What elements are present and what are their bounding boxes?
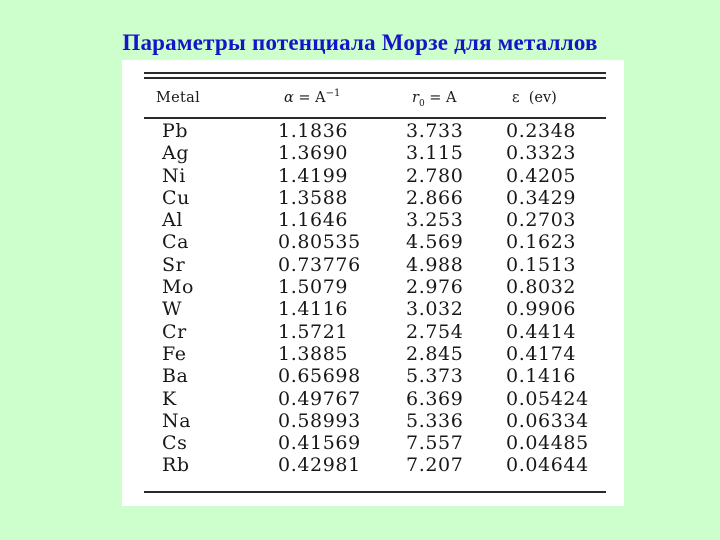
cell-metal: W (162, 298, 183, 321)
cell-alpha: 1.5721 (278, 320, 349, 343)
cell-metal: Cr (162, 320, 187, 343)
cell-r0: 2.845 (406, 342, 464, 365)
cell-alpha: 1.5079 (278, 276, 349, 299)
cell-epsilon: 0.9906 (506, 298, 577, 321)
cell-r0: 2.754 (406, 320, 464, 343)
table-row (122, 120, 624, 142)
cell-alpha: 0.73776 (278, 253, 361, 276)
cell-metal: K (162, 387, 177, 410)
cell-metal: Cu (162, 186, 190, 209)
cell-metal: Na (162, 409, 192, 432)
cell-alpha: 0.42981 (278, 454, 361, 477)
table-row (122, 231, 624, 253)
cell-alpha: 0.58993 (278, 409, 361, 432)
table-row (122, 165, 624, 187)
cell-epsilon: 0.06334 (506, 409, 589, 432)
cell-epsilon: 0.05424 (506, 387, 589, 410)
cell-alpha: 0.65698 (278, 365, 361, 388)
cell-epsilon: 0.1416 (506, 365, 577, 388)
cell-r0: 3.733 (406, 120, 464, 142)
top-rule-double (144, 77, 606, 79)
cell-epsilon: 0.4205 (506, 164, 577, 187)
cell-epsilon: 0.3323 (506, 142, 577, 165)
cell-alpha: 1.3588 (278, 186, 349, 209)
table-row (122, 410, 624, 432)
cell-metal: Sr (162, 253, 186, 276)
cell-r0: 2.780 (406, 164, 464, 187)
table-row (122, 187, 624, 209)
header-epsilon-symbol: ε (512, 90, 520, 106)
cell-r0: 3.032 (406, 298, 464, 321)
cell-alpha: 1.3885 (278, 342, 349, 365)
header-alpha-symbol: α (284, 90, 294, 106)
table-row (122, 142, 624, 164)
cell-r0: 3.115 (406, 142, 464, 165)
cell-r0: 2.866 (406, 186, 464, 209)
bottom-rule (144, 491, 606, 493)
cell-metal: Mo (162, 276, 195, 299)
header-r0-symbol: r (412, 90, 419, 106)
table-row (122, 209, 624, 231)
table-row (122, 276, 624, 298)
cell-metal: Rb (162, 454, 190, 477)
cell-alpha: 1.1646 (278, 209, 349, 232)
table-row (122, 321, 624, 343)
cell-alpha: 0.49767 (278, 387, 361, 410)
cell-r0: 7.557 (406, 432, 464, 455)
header-epsilon (512, 87, 557, 109)
header-r0-subscript: 0 (418, 98, 425, 109)
cell-metal: Cs (162, 432, 188, 455)
header-r0-unit: = A (424, 90, 457, 106)
header-rule (144, 117, 606, 119)
cell-alpha: 0.41569 (278, 432, 361, 455)
table-row (122, 254, 624, 276)
cell-alpha: 1.4199 (278, 164, 349, 187)
table-row (122, 388, 624, 410)
cell-metal: Ni (162, 164, 186, 187)
table-header-row (122, 87, 624, 109)
cell-epsilon: 0.8032 (506, 276, 577, 299)
cell-metal: Ag (162, 142, 190, 165)
cell-r0: 6.369 (406, 387, 464, 410)
slide-title: Параметры потенциала Морзе для металлов (122, 30, 598, 55)
cell-epsilon: 0.04644 (506, 454, 589, 477)
cell-r0: 7.207 (406, 454, 464, 477)
cell-metal: Ca (162, 231, 190, 254)
table-row (122, 343, 624, 365)
table-row (122, 365, 624, 387)
cell-epsilon: 0.1513 (506, 253, 577, 276)
top-rule (144, 72, 606, 74)
cell-metal: Al (162, 209, 183, 232)
cell-r0: 5.373 (406, 365, 464, 388)
cell-epsilon: 0.2703 (506, 209, 577, 232)
cell-r0: 5.336 (406, 409, 464, 432)
header-alpha-unit: = A (293, 90, 326, 106)
table-row (122, 454, 624, 476)
cell-alpha: 1.1836 (278, 120, 349, 142)
cell-metal: Ba (162, 365, 189, 388)
cell-metal: Pb (162, 120, 189, 142)
morse-parameters-table (122, 60, 624, 506)
table-row (122, 298, 624, 320)
header-alpha-exponent: −1 (325, 88, 341, 100)
header-metal: Metal (156, 90, 201, 106)
cell-alpha: 0.80535 (278, 231, 361, 254)
cell-epsilon: 0.3429 (506, 186, 577, 209)
cell-r0: 3.253 (406, 209, 464, 232)
header-epsilon-unit: (ev) (519, 90, 557, 106)
cell-r0: 4.569 (406, 231, 464, 254)
table-body (122, 120, 624, 477)
cell-epsilon: 0.4414 (506, 320, 577, 343)
cell-alpha: 1.4116 (278, 298, 349, 321)
cell-epsilon: 0.04485 (506, 432, 589, 455)
table-row (122, 432, 624, 454)
cell-metal: Fe (162, 342, 187, 365)
cell-r0: 4.988 (406, 253, 464, 276)
header-alpha (284, 87, 340, 109)
cell-r0: 2.976 (406, 276, 464, 299)
cell-epsilon: 0.4174 (506, 342, 577, 365)
cell-epsilon: 0.1623 (506, 231, 577, 254)
header-r0 (412, 87, 457, 109)
cell-epsilon: 0.2348 (506, 120, 577, 142)
cell-alpha: 1.3690 (278, 142, 349, 165)
